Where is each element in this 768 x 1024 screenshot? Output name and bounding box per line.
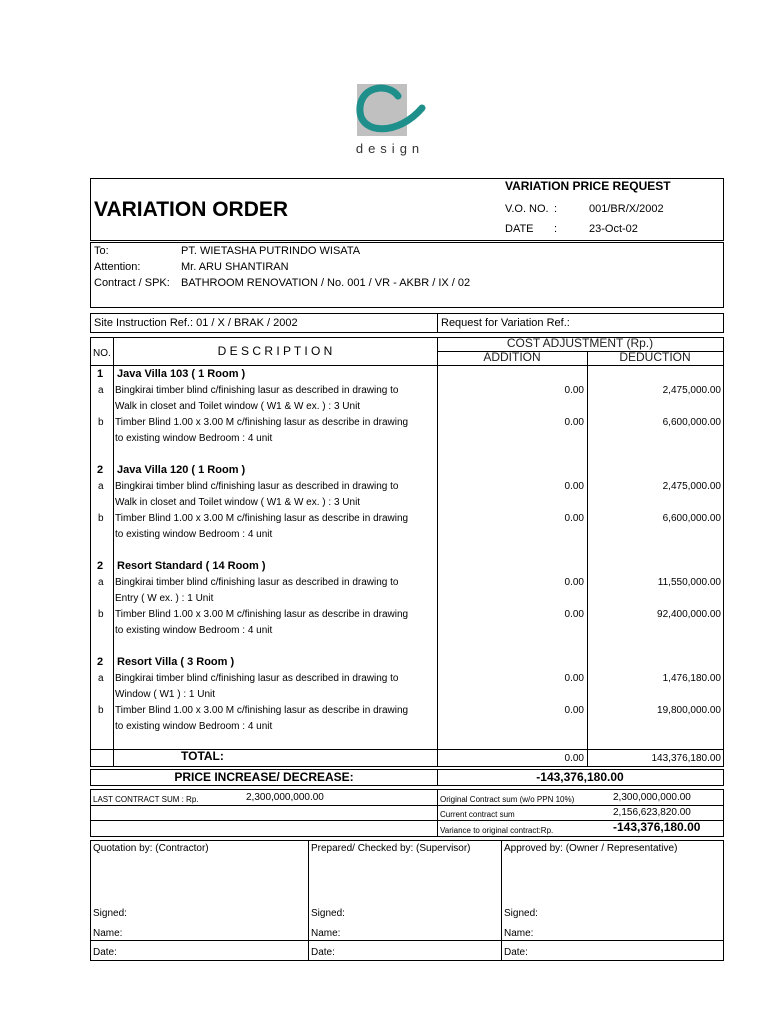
item-description-line2: to existing window Bedroom : 4 unit bbox=[115, 721, 273, 732]
date-label: Date: bbox=[311, 947, 335, 958]
date-label: Date: bbox=[93, 947, 117, 958]
address-box bbox=[90, 242, 724, 308]
group-title: Java Villa 120 ( 1 Room ) bbox=[117, 464, 246, 476]
item-letter: a bbox=[98, 673, 104, 684]
signed-label: Signed: bbox=[311, 908, 345, 919]
date-label: Date: bbox=[504, 947, 528, 958]
name-label: Name: bbox=[504, 928, 534, 939]
last-contract-value: 2,300,000,000.00 bbox=[246, 792, 324, 803]
variation-table bbox=[90, 337, 724, 767]
addition-header: ADDITION bbox=[483, 350, 541, 364]
company-logo bbox=[340, 78, 440, 160]
item-description-line2: to existing window Bedroom : 4 unit bbox=[115, 529, 273, 540]
item-addition: 0.00 bbox=[564, 417, 584, 428]
item-deduction: 6,600,000.00 bbox=[662, 417, 721, 428]
item-description-line2: Entry ( W ex. ) : 1 Unit bbox=[115, 593, 214, 604]
item-deduction: 11,550,000.00 bbox=[657, 577, 721, 588]
item-description-line1: Bingkirai timber blind c/finishing lasur as described in drawing to bbox=[115, 385, 399, 396]
item-addition: 0.00 bbox=[564, 673, 584, 684]
item-letter: b bbox=[98, 609, 104, 620]
item-addition: 0.00 bbox=[564, 609, 584, 620]
item-description-line1: Timber Blind 1.00 x 3.00 M c/finishing lasur as describe in drawing bbox=[115, 513, 409, 524]
references-row bbox=[90, 313, 724, 333]
total-deduction: 143,376,180.00 bbox=[651, 753, 721, 764]
item-deduction: 19,800,000.00 bbox=[657, 705, 721, 716]
item-description-line1: Bingkirai timber blind c/finishing lasur as described in drawing to bbox=[115, 577, 399, 588]
item-deduction: 2,475,000.00 bbox=[662, 385, 721, 396]
vo-label: V.O. NO. bbox=[505, 203, 549, 215]
group-title: Resort Villa ( 3 Room ) bbox=[117, 656, 235, 668]
request-title: VARIATION PRICE REQUEST bbox=[505, 179, 671, 193]
deduction-header: DEDUCTION bbox=[619, 350, 691, 364]
logo-wordmark: design bbox=[355, 141, 425, 156]
to-value: PT. WIETASHA PUTRINDO WISATA bbox=[181, 245, 361, 257]
date-label: DATE bbox=[505, 223, 534, 235]
item-description-line1: Bingkirai timber blind c/finishing lasur as described in drawing to bbox=[115, 673, 399, 684]
item-deduction: 1,476,180.00 bbox=[662, 673, 721, 684]
contract-summary bbox=[90, 789, 724, 837]
supervisor-heading: Prepared/ Checked by: (Supervisor) bbox=[311, 843, 471, 854]
signature-block bbox=[90, 840, 724, 961]
price-change-value: -143,376,180.00 bbox=[536, 770, 624, 784]
date-sep: : bbox=[554, 223, 558, 235]
description-header: D E S C R I P T I O N bbox=[217, 344, 333, 358]
item-letter: a bbox=[98, 481, 104, 492]
item-deduction: 92,400,000.00 bbox=[657, 609, 721, 620]
group-number: 2 bbox=[97, 464, 104, 476]
item-description-line1: Timber Blind 1.00 x 3.00 M c/finishing lasur as describe in drawing bbox=[115, 705, 409, 716]
current-contract-value: 2,156,623,820.00 bbox=[613, 807, 691, 818]
group-title: Java Villa 103 ( 1 Room ) bbox=[117, 368, 246, 380]
group-title: Resort Standard ( 14 Room ) bbox=[117, 560, 266, 572]
group-number: 2 bbox=[97, 560, 104, 572]
item-letter: b bbox=[98, 705, 104, 716]
no-header: NO. bbox=[93, 348, 111, 359]
name-label: Name: bbox=[311, 928, 341, 939]
attention-label: Attention: bbox=[94, 261, 141, 273]
item-description-line1: Bingkirai timber blind c/finishing lasur as described in drawing to bbox=[115, 481, 399, 492]
group-number: 1 bbox=[97, 368, 104, 380]
item-addition: 0.00 bbox=[564, 481, 584, 492]
variance-value: -143,376,180.00 bbox=[613, 820, 701, 834]
item-addition: 0.00 bbox=[564, 577, 584, 588]
item-description-line2: to existing window Bedroom : 4 unit bbox=[115, 433, 273, 444]
item-addition: 0.00 bbox=[564, 705, 584, 716]
owner-heading: Approved by: (Owner / Representative) bbox=[504, 843, 678, 854]
name-label: Name: bbox=[93, 928, 123, 939]
item-description-line1: Timber Blind 1.00 x 3.00 M c/finishing lasur as describe in drawing bbox=[115, 417, 409, 428]
page-title: VARIATION ORDER bbox=[94, 198, 289, 221]
request-variation-ref: Request for Variation Ref.: bbox=[441, 317, 570, 329]
original-contract-label: Original Contract sum (w/o PPN 10%) bbox=[440, 795, 575, 804]
cost-adjustment-header: COST ADJUSTMENT (Rp.) bbox=[506, 336, 654, 350]
item-addition: 0.00 bbox=[564, 385, 584, 396]
item-description-line2: Window ( W1 ) : 1 Unit bbox=[115, 689, 216, 700]
total-addition: 0.00 bbox=[564, 753, 584, 764]
variance-label: Variance to original contract:Rp. bbox=[440, 826, 554, 835]
site-instruction-ref: Site Instruction Ref.: 01 / X / BRAK / 2002 bbox=[94, 317, 298, 329]
signed-label: Signed: bbox=[504, 908, 538, 919]
signed-label: Signed: bbox=[93, 908, 127, 919]
header-box bbox=[90, 178, 724, 241]
attention-value: Mr. ARU SHANTIRAN bbox=[181, 261, 289, 273]
current-contract-label: Current contract sum bbox=[440, 810, 515, 819]
item-addition: 0.00 bbox=[564, 513, 584, 524]
total-label: TOTAL: bbox=[181, 749, 224, 763]
item-letter: a bbox=[98, 385, 104, 396]
item-letter: b bbox=[98, 513, 104, 524]
vo-value: 001/BR/X/2002 bbox=[589, 203, 664, 215]
item-letter: a bbox=[98, 577, 104, 588]
to-label: To: bbox=[94, 245, 109, 257]
item-deduction: 2,475,000.00 bbox=[662, 481, 721, 492]
group-number: 2 bbox=[97, 656, 104, 668]
price-change-row bbox=[90, 769, 724, 786]
item-deduction: 6,600,000.00 bbox=[662, 513, 721, 524]
item-description-line2: Walk in closet and Toilet window ( W1 & W ex. ) : 3 Unit bbox=[115, 497, 361, 508]
original-contract-value: 2,300,000,000.00 bbox=[613, 792, 691, 803]
item-description-line2: to existing window Bedroom : 4 unit bbox=[115, 625, 273, 636]
contract-label: Contract / SPK: bbox=[94, 277, 170, 289]
price-change-label: PRICE INCREASE/ DECREASE: bbox=[174, 770, 354, 784]
date-value: 23-Oct-02 bbox=[589, 223, 638, 235]
item-description-line2: Walk in closet and Toilet window ( W1 & W ex. ) : 3 Unit bbox=[115, 401, 361, 412]
contract-value: BATHROOM RENOVATION / No. 001 / VR - AKBR / IX / 02 bbox=[181, 277, 471, 289]
last-contract-label: LAST CONTRACT SUM : Rp. bbox=[93, 795, 199, 804]
vo-sep: : bbox=[554, 203, 558, 215]
item-description-line1: Timber Blind 1.00 x 3.00 M c/finishing lasur as describe in drawing bbox=[115, 609, 409, 620]
item-letter: b bbox=[98, 417, 104, 428]
contractor-heading: Quotation by: (Contractor) bbox=[93, 843, 209, 854]
